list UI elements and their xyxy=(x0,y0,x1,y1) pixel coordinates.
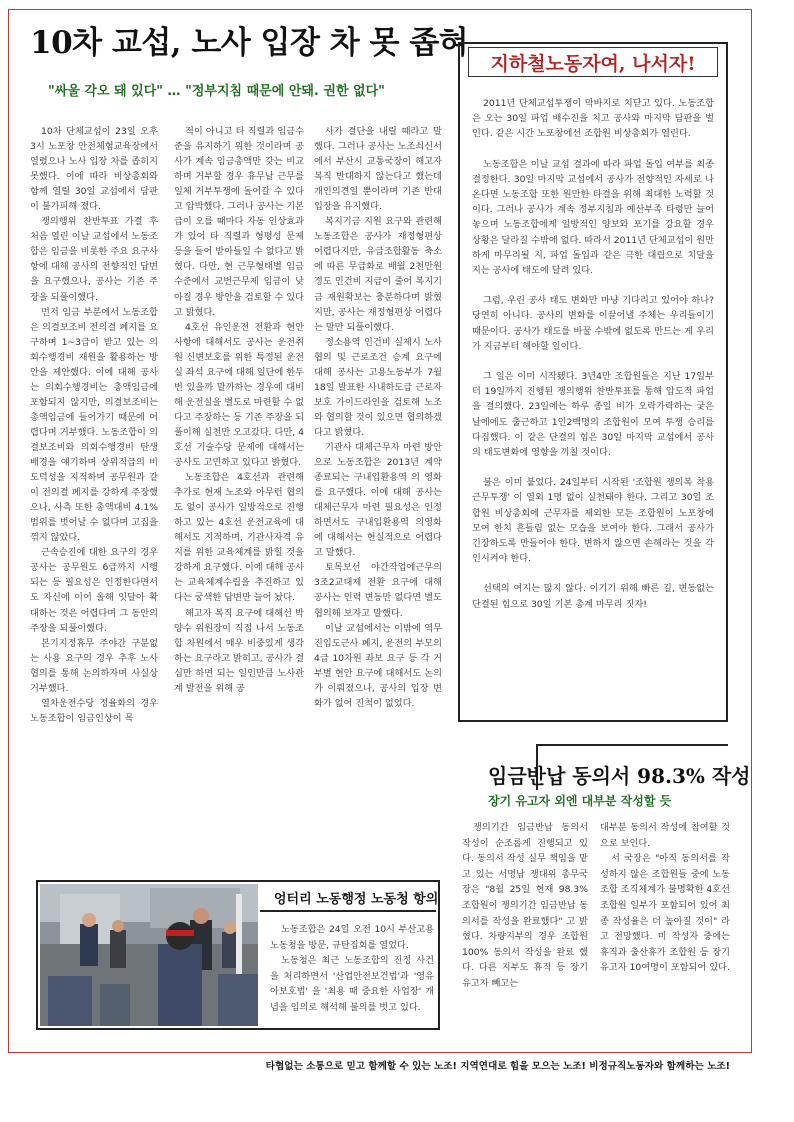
article2-column-2 xyxy=(600,820,730,976)
paragraph: 쟁의행위 찬반투표 가결 후 처음 열린 이날 교섭에서 노동조합은 임금을 비롯한 주요 요구사항에 대해 공사의 전향적인 답변을 요구했으나, 공사는 기존 주장을 되풀이했다. xyxy=(30,216,158,303)
photo-article xyxy=(36,880,440,1030)
article2-column-1 xyxy=(462,820,588,992)
paragraph: 본기지정휴무 주야간 구분없는 사용 요구의 경우 추후 노사협의를 통해 논의하자며 사실상 거부했다. xyxy=(30,637,158,694)
footer-slogan: 타협없는 소통으로 믿고 함께할 수 있는 노조! 지역연대로 힘을 모으는 노조! 비정규직노동자와 함께하는 노조! xyxy=(265,1061,730,1072)
headline: 10차 교섭, 노사 입장 차 못 좁혀 xyxy=(30,25,469,61)
protest-photo xyxy=(40,884,258,1026)
photo-article-title: 엉터리 노동행정 노동청 항의 xyxy=(274,892,439,907)
paragraph: 서 국장은 "아직 동의서를 작성하지 않은 조합원들 중에 노동조합 조직체계가 불명확한 4호선 조합원 일부가 포함되어 있어 최종 작성율은 더 높아질 것이" 라고 전망했다. 미 작성자 중에는 휴직과 출산휴가 조합원 등 장기 유고자 10여명이 포함되어 있다. xyxy=(600,853,730,974)
editorial-box xyxy=(458,42,728,722)
protest-photo-image xyxy=(40,884,258,1026)
subheadline: "싸울 각오 돼 있다" … "정부지침 때문에 안돼. 권한 없다" xyxy=(48,84,385,99)
paragraph: 열차운전수당 정율화의 경우 노동조합이 임금인상이 목 xyxy=(30,697,158,724)
paragraph: 10차 단체교섭이 23일 오후 3시 노포창 안전체험교육장에서 열렸으나 노사 입장 차를 좁히지 못했다. 이에 따라 비상총회와 함께 열릴 30일 교섭에서 담판이 불가피해 졌다. xyxy=(30,126,158,213)
paragraph: 2011년 단체교섭투쟁이 막바지로 치닫고 있다. 노동조합은 오는 30일 파업 배수진을 치고 공사와 마지막 담판을 벌인다. 같은 시간 노포창에선 조합원 비상총회가 열린다. xyxy=(472,98,714,140)
divider xyxy=(536,744,728,746)
paragraph: 그럼, 우린 공사 태도 변화만 마냥 기다리고 있어야 하나? 당연히 아니다. 공사의 변화를 이끌어낼 주체는 우리들이기 때문이다. 공사가 태도를 바꿀 수밖에 없도록 만드는 게 우리가 지금부터 해야할 일이다. xyxy=(472,295,714,352)
paragraph: 노동조합은 4호선과 관련해 추가로 현재 노조와 아무런 협의도 없이 공사가 일방적으로 진행하고 있는 4호선 운전교육에 대해서도 지적하며, 기관사자격 유지를 위한 교육체계를 밝힐 것을 강하게 요구했다. 이에 대해 공사는 교육체계수립을 추진하고 있다는 궁색한 답변만 늘어 놨다. xyxy=(174,472,304,604)
paragraph: 기관사 대체근무자 마련 방안으로 노동조합은 2013년 계약종료되는 구내입환용역 의 영화를 요구했다. 이에 대해 공사는 대체근무자 마련 필요성은 인정하면서도 구내입환용역 의영화에 대해서는 현실적으로 어렵다고 말했다. xyxy=(314,441,442,559)
photo-article-body xyxy=(270,922,434,1016)
paragraph: 노동조합은 이날 교섭 결과에 따라 파업 돌입 여부를 최종 결정한다. 30일 마지막 교섭에서 공사가 전향적인 자세로 나온다면 노동조합 또한 원만한 타결을 위해 최대한 노력할 것이다. 그러나 공사가 계속 정부지침과 예산부족 타령만 늘어놓으며 노동조합에게 일방적인 양보와 포기를 강요할 경우 상황은 달라질 수밖에 없다. 따라서 2011년 단체교섭이 원만하게 마무리될 지, 파업 돌입과 같은 극한 대립으로 치달을 지는 공사에 태도에 달려 있다. xyxy=(472,158,714,277)
paragraph: 쟁의기간 임금반납 동의서 작성이 순조롭게 진행되고 있다. 동의서 작성 실무 책임을 맡고 있는 서명남 쟁대위 총무국장은 "8월 25일 현재 98.3% 조합원이 쟁의기간 임금반납 동의서를 작성을 완료했다" 고 밝혔다. 차량지부의 경우 조합원 100% 동의서 작성을 완료 했다. 다른 지부도 휴직 등 장기 유고자 빼고는 xyxy=(462,822,588,989)
paragraph: 이날 교섭에서는 이밖에 역무 진입도근사 폐지, 운전의 부모의 4급 10차원 좌보 요구 등 각 거부별 현안 요구에 대해서도 논의가 이뤄졌으나, 공사의 입장 변화가 없어 진척이 없었다. xyxy=(314,622,442,709)
paragraph: 적이 아니고 타 직렬과 임금수준을 유지하기 위한 것이라며 공사가 계속 임금총액만 갖는 비교하며 거부할 경우 휴무날 근무를 일체 거부투쟁에 돌어갈 수 있다고 압박했다. 그러나 공사는 기본급이 오를 때마다 자동 인상효과가 있어 타 직렬과 형평성 문제 등을 들어 받아들일 수 없다고 밝혔다. 다만, 현 근무형태별 임금 수준에서 교번근무제 임금이 낮아질 경우 방안을 검토할 수 있다고 밝혔다. xyxy=(174,126,304,318)
article2-subtitle: 장기 유고자 외엔 대부분 작성할 듯 xyxy=(488,794,672,808)
paragraph: 노동조합은 24일 오전 10시 부산고용노동청을 방문, 규탄집회를 열었다. xyxy=(270,924,434,951)
paragraph: 복지기금 지원 요구와 관련해 노동조합은 공사가 재정형편상 어렵다지만, 유급조합활동 축소에 따른 무급화로 배월 2천만원 정도 인건비 지급이 줄어 복지기금 재원확보는 충분하다며 밝혔지만, 공사는 재정형편상 어렵다는 말만 되풀이했다. xyxy=(314,216,442,333)
editorial-body xyxy=(472,96,714,627)
article-column-2 xyxy=(174,124,304,696)
paragraph: 4호선 유인운전 전환과 현안사항에 대해서도 공사는 운전취원 신변보호를 위한 특정된 운전실 좌석 요구에 대해 일단에 한두 번 있을까 말까하는 경우에 대비해 운전실을 별도로 마련할 수 없다고 주장하는 등 기존 주장을 되풀이해 실천만 오고갔다. 다만, 4호선 기술수당 문제에 대해서는 공사도 고민하고 있다고 밝혔다. xyxy=(174,321,304,469)
article-column-1 xyxy=(30,124,158,726)
paragraph: 사가 결단을 내릴 때라고 말했다. 그러나 공사는 노조쇠신서에서 부산시 교통국장이 해고자 복직 반대하지 않는다고 했는데 개인의견일 뿐이라며 기존 반대 입장을 유지했다. xyxy=(314,126,442,213)
article2-title: 임금반납 동의서 98.3% 작성 xyxy=(488,764,751,788)
paragraph: 대부분 동의서 작성에 참여할 것으로 보인다. xyxy=(600,822,730,849)
article-column-3 xyxy=(314,124,442,711)
paragraph: 불은 이미 붙었다. 24일부터 시작된 '조합원 쟁의복 착용 근무투쟁' 이 열외 1명 없이 실천돼야 한다. 그리고 30일 조합원 비상총회에 근무자를 제외한 모든 조합원이 노포창에 모여 한치 흔들림 없는 모습을 보여야 한다. 그래서 공사가 긴장하도록 만들어야 한다. 변하지 않으면 손해라는 것을 각인시켜야 한다. xyxy=(472,477,714,565)
paragraph: 근속승진에 대한 요구의 경우 공사는 공무원도 6급까지 시행되는 등 필요성은 인정한다면서도 자신에 이어 올해 잇달아 확대하는 것은 어렵다며 그 동안의 주장을 되풀이했다. xyxy=(30,547,158,634)
paragraph: 노동청은 최근 노동조합의 진정 사건을 처리하면서 '산업안전보건법'과 '영유아보호법' 을 '최용 때 중요한 사업장' 개념을 임의로 해석해 불의를 벗고 있다. xyxy=(270,955,434,1013)
paragraph: 먼저 임금 부분에서 노동조합은 의결보조비 전의결 폐지를 요구하며 1~3급이 받고 있는 의회수행경비 재원을 활용하는 방안을 제안했다. 이에 대해 공사는 의회수행경비는 총액임금에 포함되지 않지만, 의결보조비는 총액임금에 들어가기 때문에 어렵다며 거부했다. 노동조합이 의결보조비와 의회수행경비 탄생 배경을 얘기하며 상위직급의 비도덕성을 지적하며 공무원과 같이 전의결 폐지를 강하게 주장했으나, 사측 또한 총액대비 4.1% 범위를 벗어날 수 없다며 고집을 꺾지 않았다. xyxy=(30,306,158,544)
paragraph: 정소용역 인건비 실제시 노사협의 및 근로조건 승계 요구에 대해 공사는 고용노동부가 7월 18일 발표한 사내하도급 근로자보호 가이드라인을 검토해 노조와 협의할 것이 있으면 협의하겠다고 밝혔다. xyxy=(314,336,442,438)
paragraph: 선택의 여지는 많지 않다. 이기기 위해 빠른 길, 변동없는 단결된 힘으로 30일 기본 총계 마무리 짓자! xyxy=(472,583,714,610)
paragraph: 그 일은 이미 시작됐다. 3년4만 조합원들은 지난 17일부터 19일까지 진행된 쟁의행위 찬반투표를 통해 압도적 파업을 결의했다. 23일에는 하루 종일 비가 오락가락하는 궂은 날에에도 출근하고 1인2백명의 조합원이 모여 투쟁 승리를 다짐했다. 이 같은 단결의 힘은 30일 마지막 교섭에서 공사의 태도변화에 영향을 끼칠 것이다. xyxy=(472,371,714,459)
paragraph: 해고자 복직 요구에 대해선 박양수 위원장이 직접 나서 노동조합 차원에서 매우 비중있게 생각하는 요구라고 밝히고, 공사가 결심만 하면 되는 일인만큼 노사관계 발전을 위해 공 xyxy=(174,607,304,694)
divider xyxy=(260,910,436,912)
editorial-title: 지하철노동자여, 나서자! xyxy=(468,47,718,77)
paragraph: 토목보선 야간작업에근무의 3조2교대제 전환 요구에 대해 공사는 인력 변동만 없다면 별도 협의해 보자고 말했다. xyxy=(314,562,442,619)
